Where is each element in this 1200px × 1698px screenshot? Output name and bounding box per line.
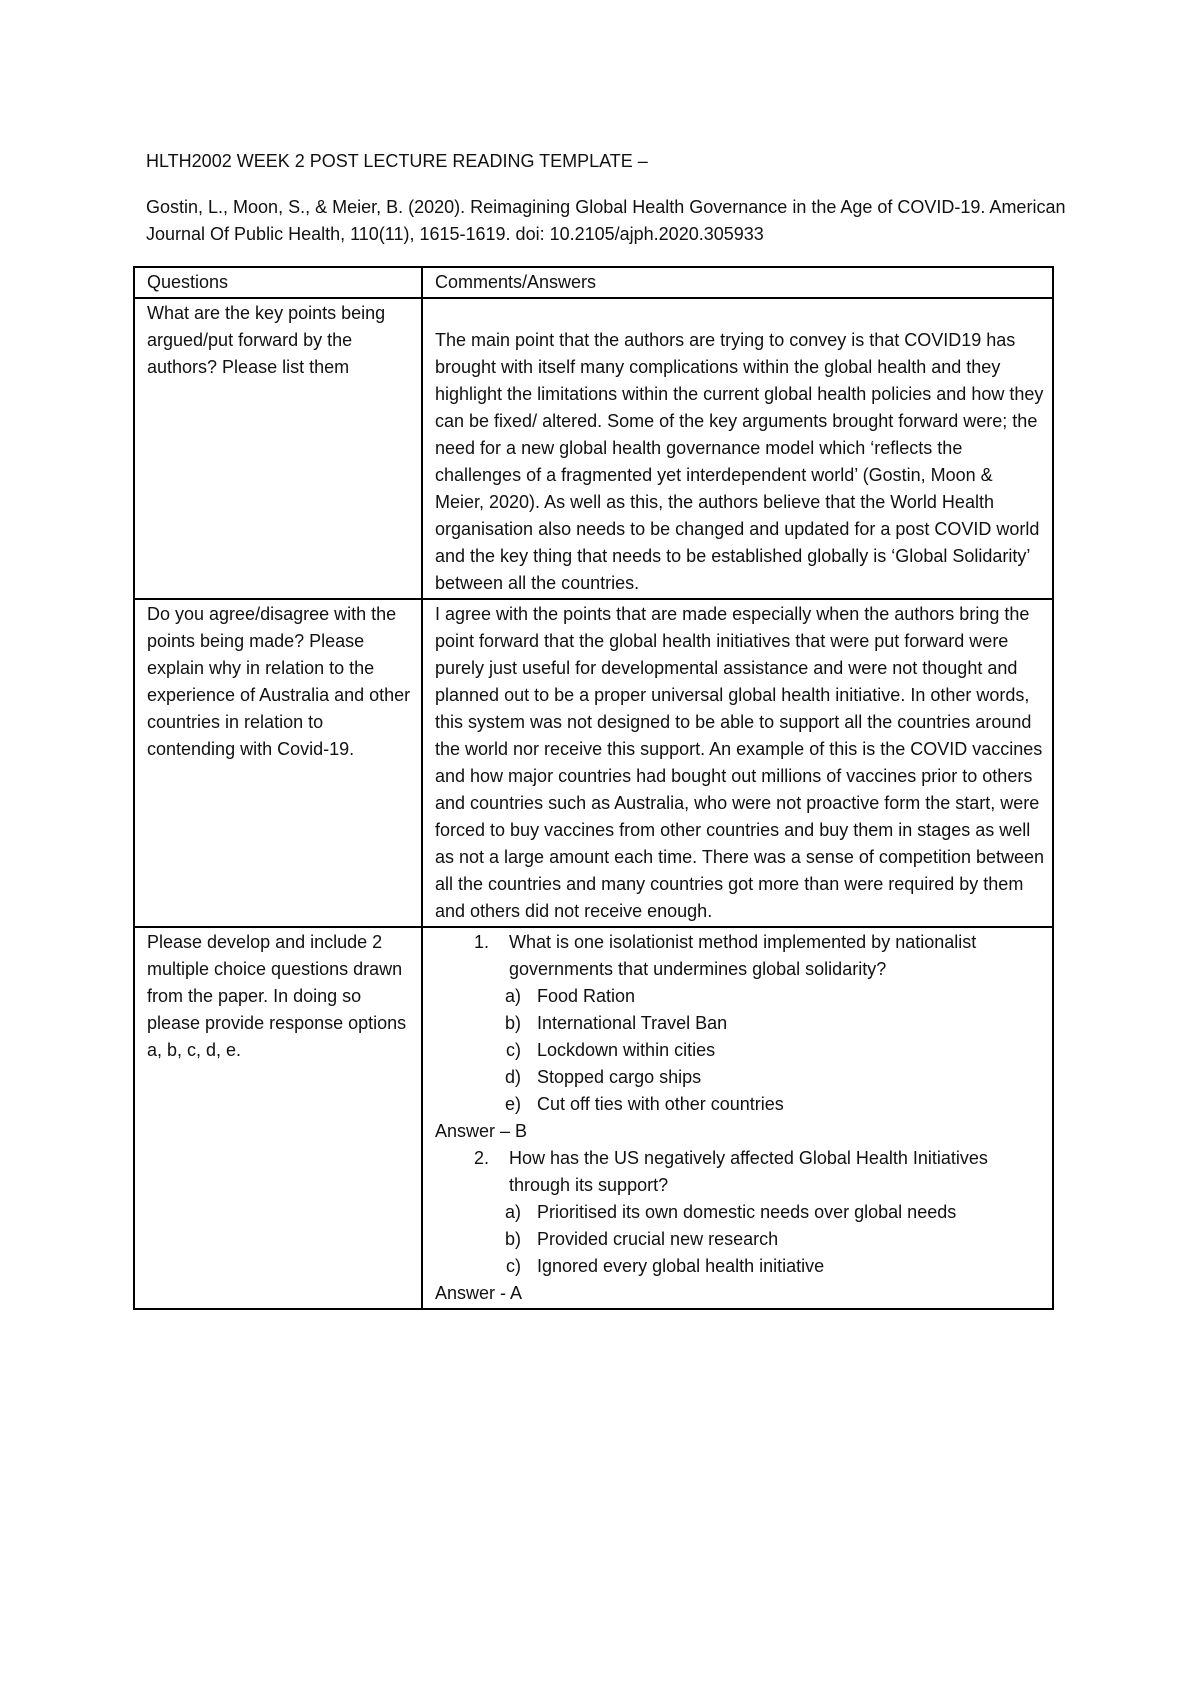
page-heading: HLTH2002 WEEK 2 POST LECTURE READING TEMPLATE –: [146, 151, 648, 171]
mcq-option: [435, 983, 1046, 1010]
mcq-option: [435, 1226, 1046, 1253]
mcq-option: [435, 1091, 1046, 1118]
option-text: Ignored every global health initiative: [537, 1256, 825, 1276]
mcq-option: [435, 1199, 1046, 1226]
option-text: Prioritised its own domestic needs over global needs: [537, 1202, 957, 1222]
option-text: Cut off ties with other countries: [537, 1094, 784, 1114]
answer-cell: [422, 927, 1053, 1309]
option-letter: b): [504, 1229, 521, 1249]
option-letter: c): [506, 1040, 521, 1060]
question-cell: Please develop and include 2 multiple choice questions drawn from the paper. In doing so please provide response options a, b, c, d, e.: [134, 927, 422, 1309]
option-letter: c): [506, 1256, 521, 1276]
mcq-block-1: [435, 929, 1046, 1145]
option-letter: a): [504, 1202, 521, 1222]
option-text: Food Ration: [537, 986, 636, 1006]
option-letter: d): [504, 1067, 521, 1087]
mcq-number: 1.: [473, 932, 489, 952]
option-text: Stopped cargo ships: [537, 1067, 702, 1087]
mcq-number: 2.: [473, 1148, 489, 1168]
option-letter: a): [504, 986, 521, 1006]
mcq-option: [435, 1010, 1046, 1037]
qa-table: [133, 266, 1054, 1310]
mcq-answer: Answer - A: [435, 1283, 523, 1303]
mcq-question: [435, 929, 1046, 983]
option-text: Lockdown within cities: [537, 1040, 716, 1060]
option-letter: e): [504, 1094, 521, 1114]
answer-cell: [422, 298, 1053, 599]
mcq-question-text: What is one isolationist method implemented by nationalist governments that undermines global solidarity?: [509, 932, 977, 979]
answer-cell: I agree with the points that are made especially when the authors bring the point forward that the global health initiatives that were put forward were purely just useful for developmental assistance and were not thought and planned out to be a proper universal global health initiative. In other words, this system was not designed to be able to support all the countries around the world nor receive this support. An example of this is the COVID vaccines and how major countries had bought out millions of vaccines prior to others and countries such as Australia, who were not proactive form the start, were forced to buy vaccines from other countries and buy them in stages as well as not a large amount each time. There was a sense of competition between all the countries and many countries got more than were required by them and others did not receive enough.: [422, 599, 1053, 927]
table-row: [134, 599, 1053, 927]
option-text: Provided crucial new research: [537, 1229, 779, 1249]
mcq-answer: Answer – B: [435, 1121, 528, 1141]
mcq-option: [435, 1037, 1046, 1064]
header-questions: Questions: [134, 267, 422, 298]
option-text: International Travel Ban: [537, 1013, 728, 1033]
question-cell: Do you agree/disagree with the points being made? Please explain why in relation to the experience of Australia and other countries in relation to contending with Covid-19.: [134, 599, 422, 927]
mcq-option: [435, 1064, 1046, 1091]
table-header-row: [134, 267, 1053, 298]
option-letter: b): [504, 1013, 521, 1033]
mcq-option: [435, 1253, 1046, 1280]
header-answers: Comments/Answers: [422, 267, 1053, 298]
blank-line: [435, 300, 1046, 327]
mcq-question-text: How has the US negatively affected Global Health Initiatives through its support?: [509, 1148, 988, 1195]
answer-text: The main point that the authors are trying to convey is that COVID19 has brought with itself many complications within the global health and they highlight the limitations within the current global health policies and how they can be fixed/ altered. Some of the key arguments brought forward were; the need for a new global health governance model which ‘reflects the challenges of a fragmented yet interdependent world’ (Gostin, Moon & Meier, 2020). As well as this, the authors believe that the World Health organisation also needs to be changed and updated for a post COVID world and the key thing that needs to be established globally is ‘Global Solidarity’ between all the countries.: [435, 330, 1044, 593]
citation: Gostin, L., Moon, S., & Meier, B. (2020). Reimagining Global Health Governance in the Age of COVID-19. American Journal Of Public Health, 110(11), 1615-1619. doi: 10.2105/ajph.2020.305933: [146, 197, 1066, 244]
mcq-block-2: [435, 1145, 1046, 1307]
table-row: [134, 298, 1053, 599]
mcq-question: [435, 1145, 1046, 1199]
question-cell: What are the key points being argued/put forward by the authors? Please list them: [134, 298, 422, 599]
table-row: [134, 927, 1053, 1309]
